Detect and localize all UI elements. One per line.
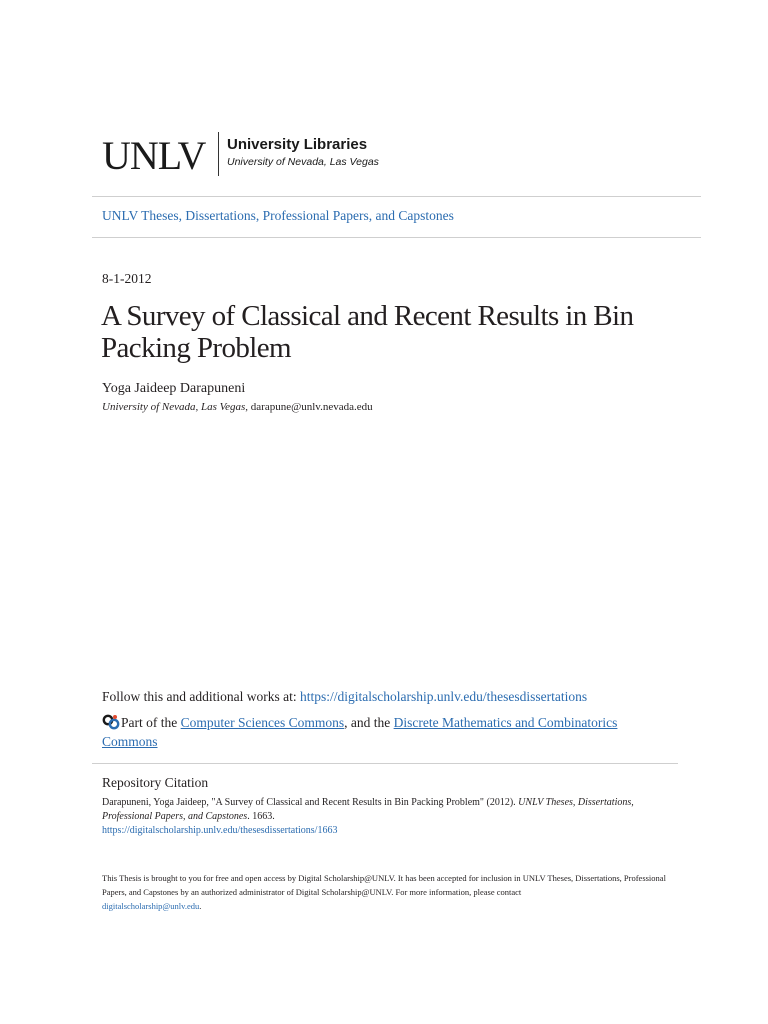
citation-series: UNLV Theses, Dissertations, Professional Papers, and Capstones [102,797,634,822]
citation-divider [92,763,678,764]
logo-divider [218,132,219,176]
top-divider [92,196,701,197]
repository-citation-heading: Repository Citation [102,775,209,790]
author-email: , darapune@unlv.nevada.edu [245,401,373,413]
author-affiliation [102,401,373,413]
follow-url-link[interactable]: https://digitalscholarship.unlv.edu/thesesdissertations [300,689,588,704]
partof-middle: , and the [344,715,394,730]
computer-sciences-link[interactable]: Computer Sciences Commons [180,715,345,730]
document-title: A Survey of Classical and Recent Results in Bin Packing Problem [101,300,634,364]
notice-end: . [199,901,202,911]
network-icon [102,714,120,730]
affiliation-institution: University of Nevada, Las Vegas [102,401,246,413]
part-of-line [102,713,662,751]
discrete-math-link[interactable]: Discrete Mathematics and Combinatorics Commons [102,715,618,749]
citation-url-link[interactable]: https://digitalscholarship.unlv.edu/thesesdissertations/1663 [102,825,338,836]
collection-divider [92,237,701,238]
logo-wordmark: UNLV [102,133,206,178]
collection-link[interactable]: UNLV Theses, Dissertations, Professional Papers, and Capstones [102,208,454,223]
citation-text: Darapuneni, Yoga Jaideep, "A Survey of Classical and Recent Results in Bin Packing Problem" (2012). [102,797,519,808]
citation-block [102,796,672,838]
notice-text: This Thesis is brought to you for free and open access by Digital Scholarship@UNLV. It has been accepted for inclusion in UNLV Theses, Dissertations, Professional Papers, and Capstones by an authorized administrator of Digital Scholarship@UNLV. For more information, please contact [102,873,666,897]
access-notice [102,871,682,913]
author-name: Yoga Jaideep Darapuneni [102,381,246,396]
publication-date: 8-1-2012 [102,271,152,286]
library-name: University Libraries [227,136,368,153]
partof-prefix: Part of the [121,715,181,730]
citation-number: . 1663. [247,811,275,822]
follow-line [102,689,702,705]
contact-email-link[interactable]: digitalscholarship@unlv.edu [102,901,200,911]
follow-prefix: Follow this and additional works at: [102,689,300,704]
library-subtitle: University of Nevada, Las Vegas [227,156,379,168]
